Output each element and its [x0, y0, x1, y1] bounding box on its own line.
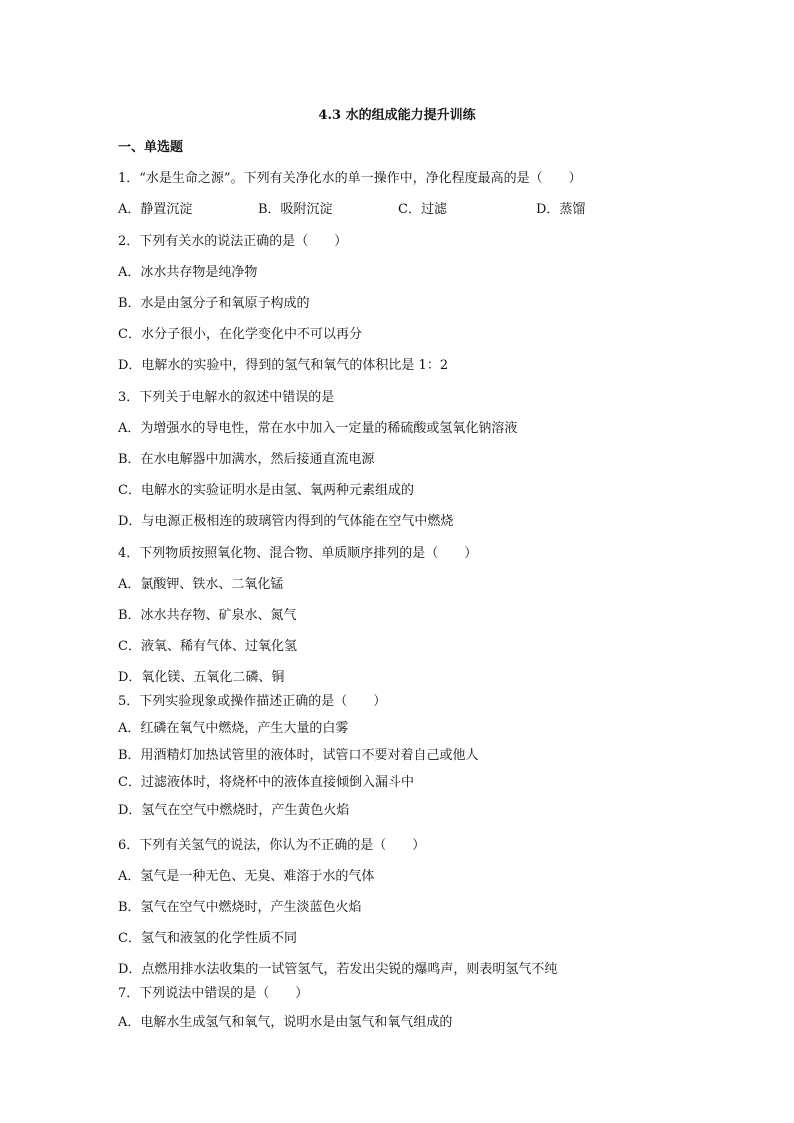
question-5-option-d: D．氢气在空气中燃烧时，产生黄色火焰 [118, 803, 350, 818]
question-2-option-d: D．电解水的实验中，得到的氢气和氧气的体积比是 1：2 [118, 358, 449, 373]
question-6-option-a: A．氢气是一种无色、无臭、难溶于水的气体 [118, 869, 375, 884]
question-4-option-a: A．氯酸钾、铁水、二氧化锰 [118, 577, 284, 592]
question-5-option-a: A．红磷在氧气中燃烧，产生大量的白雾 [118, 721, 349, 736]
question-3-option-b: B．在水电解器中加满水，然后接通直流电源 [118, 452, 375, 467]
question-2-option-b: B．水是由氢分子和氧原子构成的 [118, 296, 310, 311]
question-7-option-a: A．电解水生成氢气和氧气，说明水是由氢气和氧气组成的 [118, 1015, 453, 1030]
question-4-option-d: D．氧化镁、五氧化二磷、铜 [118, 670, 285, 685]
question-5-option-c: C．过滤液体时，将烧杯中的液体直接倾倒入漏斗中 [118, 775, 414, 790]
document-title: 4.3 水的组成能力提升训练 [318, 108, 476, 123]
question-7-stem: 7．下列说法中错误的是（ ） [118, 986, 309, 1001]
question-5-stem: 5．下列实验现象或操作描述正确的是（ ） [118, 694, 387, 709]
question-6-option-c: C．氢气和液氢的化学性质不同 [118, 931, 297, 946]
question-3-stem: 3．下列关于电解水的叙述中错误的是 [118, 390, 335, 405]
question-1-option-a: A．静置沉淀 [118, 202, 193, 217]
question-1-options [118, 198, 718, 216]
question-5-option-b: B．用酒精灯加热试管里的液体时，试管口不要对着自己或他人 [118, 748, 479, 763]
question-1-option-d: D．蒸馏 [536, 202, 586, 217]
question-4-option-c: C．液氧、稀有气体、过氧化氢 [118, 639, 297, 654]
question-1-option-b: B．吸附沉淀 [258, 202, 333, 217]
section-heading: 一、单选题 [118, 140, 184, 155]
question-1-stem: 1．“水是生命之源”。下列有关净化水的单一操作中，净化程度最高的是（ ） [118, 171, 582, 186]
question-1-option-c: C．过滤 [398, 202, 447, 217]
question-2-stem: 2．下列有关水的说法正确的是（ ） [118, 234, 348, 249]
question-6-option-b: B．氢气在空气中燃烧时，产生淡蓝色火焰 [118, 900, 362, 915]
question-3-option-d: D．与电源正极相连的玻璃管内得到的气体能在空气中燃烧 [118, 514, 454, 529]
question-2-option-a: A．冰水共存物是纯净物 [118, 265, 258, 280]
question-3-option-c: C．电解水的实验证明水是由氢、氧两种元素组成的 [118, 483, 414, 498]
question-2-option-c: C．水分子很小，在化学变化中不可以再分 [118, 327, 362, 342]
question-3-option-a: A．为增强水的导电性，常在水中加入一定量的稀硫酸或氢氧化钠溶液 [118, 421, 518, 436]
question-6-stem: 6．下列有关氢气的说法，你认为不正确的是（ ） [118, 838, 426, 853]
question-4-stem: 4．下列物质按照氧化物、混合物、单质顺序排列的是（ ） [118, 546, 478, 561]
question-4-option-b: B．冰水共存物、矿泉水、氮气 [118, 608, 297, 623]
question-6-option-d: D．点燃用排水法收集的一试管氢气，若发出尖锐的爆鸣声，则表明氢气不纯 [118, 962, 558, 977]
